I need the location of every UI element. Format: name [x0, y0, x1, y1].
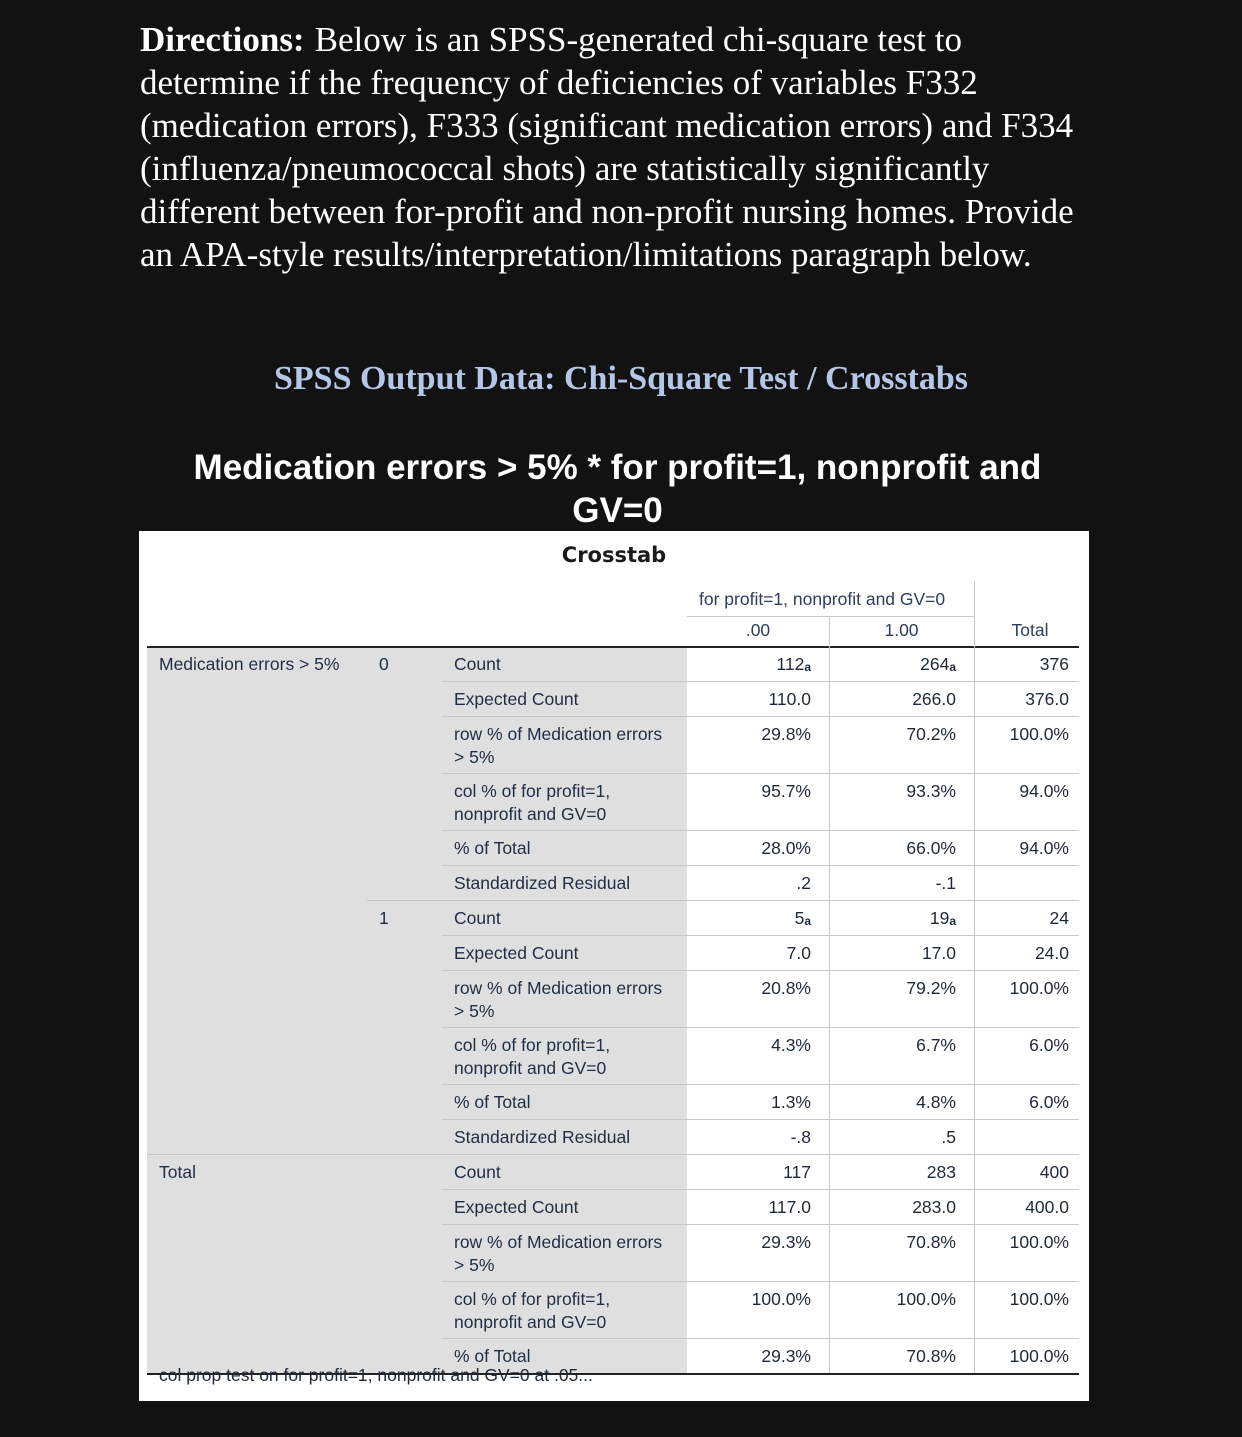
cell-total	[974, 1288, 1069, 1311]
cell-col-00-value: 29.3%	[761, 1232, 811, 1252]
cell-col-00-value: 7.0	[786, 943, 811, 963]
cell-col-00-value: 117.0	[768, 1197, 811, 1217]
row-group-label: 1	[379, 908, 389, 928]
cell-col-100	[829, 977, 956, 1000]
cell-col-100-value: 19	[929, 908, 950, 928]
cell-col-00-value: .2	[796, 873, 811, 893]
cell-col-00	[687, 688, 811, 711]
row-stat-label: Count	[454, 1162, 501, 1182]
cell-col-100-value: 266.0	[912, 689, 956, 709]
row-divider	[367, 900, 1079, 901]
cell-col-100	[829, 723, 956, 746]
cell-total	[974, 977, 1069, 1000]
cell-col-00	[687, 1034, 811, 1057]
cell-col-00-value: 5	[794, 908, 805, 928]
cell-col-00	[687, 1288, 811, 1311]
cell-total	[974, 688, 1069, 711]
cell-col-100-value: 100.0%	[896, 1289, 956, 1309]
cell-col-00	[687, 872, 811, 895]
cell-total	[974, 1034, 1069, 1057]
cell-col-00	[687, 1091, 811, 1114]
cell-total-value: 400.0	[1025, 1197, 1069, 1217]
row-divider	[442, 681, 1079, 682]
cell-col-100	[829, 1231, 956, 1254]
row-stat-label: Count	[454, 654, 501, 674]
cell-col-100-value: 66.0%	[906, 838, 956, 858]
cell-col-100-value: -.1	[935, 873, 956, 893]
cell-col-00-value: 20.8%	[761, 978, 811, 998]
cell-col-00	[687, 1196, 811, 1219]
row-divider	[442, 1027, 1079, 1028]
cell-total-value: 6.0%	[1029, 1035, 1069, 1055]
table-heading: Medication errors > 5% * for profit=1, nonprofit and GV=0	[193, 448, 1042, 530]
row-divider	[442, 1084, 1079, 1085]
cell-col-100-value: 93.3%	[906, 781, 956, 801]
cell-total	[974, 907, 1069, 930]
col-header-100: 1.00	[884, 620, 919, 640]
cell-col-100-value: 70.8%	[906, 1232, 956, 1252]
row-divider	[442, 935, 1079, 936]
row-divider	[147, 1154, 1079, 1155]
cell-total-value: 100.0%	[1009, 1346, 1069, 1366]
cell-col-100-value: 264	[920, 654, 950, 674]
cell-col-00-value: 95.7%	[761, 781, 811, 801]
cell-total-value: 24.0	[1034, 943, 1069, 963]
cell-total-value: 6.0%	[1029, 1092, 1069, 1112]
cell-col-00-value: 28.0%	[761, 838, 811, 858]
row-stat-label: Standardized Residual	[454, 873, 631, 893]
cell-col-100	[829, 1288, 956, 1311]
cell-col-100-subscript: a	[949, 914, 956, 928]
section-subtitle: SPSS Output Data: Chi-Square Test / Crosstabs	[273, 360, 969, 397]
cell-total-value: 100.0%	[1009, 1289, 1069, 1309]
cell-col-100-value: 4.8%	[916, 1092, 956, 1112]
cell-total	[974, 1091, 1069, 1114]
cell-col-100	[829, 1126, 956, 1149]
row-divider	[442, 1119, 1079, 1120]
cell-col-100	[829, 1196, 956, 1219]
crosstab-title: Crosstab	[561, 543, 667, 567]
cell-total	[974, 837, 1069, 860]
row-stat-label: Standardized Residual	[454, 1127, 631, 1147]
cell-col-00-value: 110.0	[768, 689, 811, 709]
row-divider	[442, 830, 1079, 831]
directions-text: Below is an SPSS-generated chi-square test to determine if the frequency of deficiencies of variables F332 (medication errors), F333 (significant medication errors) and F334 (influenza/pneumococcal shots) are statistically significantly different between for-profit and non-profit nursing homes. Provide an APA-style results/interpretation/limitations paragraph below.	[140, 20, 1074, 274]
cell-total-value: 100.0%	[1009, 1232, 1069, 1252]
col-separator	[829, 646, 830, 1373]
row-variable-label: Medication errors > 5%	[159, 654, 340, 674]
row-stat-label: % of Total	[454, 838, 531, 858]
cell-col-00-value: 100.0%	[751, 1289, 811, 1309]
cell-col-100-value: .5	[941, 1127, 956, 1147]
row-stat-label: % of Total	[454, 1092, 531, 1112]
row-divider	[442, 970, 1079, 971]
cell-col-100-subscript: a	[949, 660, 956, 674]
cell-col-100-value: 17.0	[921, 943, 956, 963]
cell-col-00-value: 4.3%	[771, 1035, 811, 1055]
cell-col-100	[829, 907, 956, 932]
cell-total-value: 94.0%	[1019, 781, 1069, 801]
total-group-label: Total	[159, 1162, 196, 1182]
row-group-label: 0	[379, 654, 389, 674]
cell-col-00-value: 29.3%	[761, 1346, 811, 1366]
cell-col-00	[687, 1126, 811, 1149]
cell-col-00-subscript: a	[804, 914, 811, 928]
cell-total	[974, 780, 1069, 803]
header-divider	[687, 616, 974, 617]
row-stat-label: Expected Count	[454, 1197, 579, 1217]
row-divider	[442, 773, 1079, 774]
table-footnote: col prop test on for profit=1, nonprofit and GV=0 at .05...	[159, 1365, 593, 1385]
cell-total	[974, 653, 1069, 676]
directions-lead: Directions:	[140, 20, 305, 59]
cell-col-00	[687, 977, 811, 1000]
directions-paragraph	[140, 18, 1100, 276]
cell-col-100-value: 70.8%	[906, 1346, 956, 1366]
total-separator	[974, 646, 975, 1373]
cell-col-100	[829, 942, 956, 965]
cell-col-100	[829, 1161, 956, 1184]
cell-total-value: 100.0%	[1009, 978, 1069, 998]
cell-col-100	[829, 653, 956, 678]
cell-col-100-value: 6.7%	[916, 1035, 956, 1055]
row-divider	[442, 1189, 1079, 1190]
cell-col-100	[829, 837, 956, 860]
cell-col-00	[687, 1161, 811, 1184]
cell-col-00	[687, 780, 811, 803]
row-stat-label: row % of Medication errors > 5%	[454, 724, 663, 767]
cell-col-100-value: 283.0	[912, 1197, 956, 1217]
cell-total-value: 94.0%	[1019, 838, 1069, 858]
row-stat-label: col % of for profit=1, nonprofit and GV=0	[454, 1035, 611, 1078]
cell-col-00	[687, 942, 811, 965]
row-stat-label: % of Total	[454, 1346, 531, 1366]
cell-total	[974, 942, 1069, 965]
row-stat-label: row % of Medication errors > 5%	[454, 978, 663, 1021]
cell-col-00-value: 1.3%	[771, 1092, 811, 1112]
col-header-total: Total	[1011, 620, 1049, 640]
cell-total	[974, 1161, 1069, 1184]
cell-col-100	[829, 1034, 956, 1057]
row-stat-label: col % of for profit=1, nonprofit and GV=0	[454, 1289, 611, 1332]
cell-total	[974, 723, 1069, 746]
cell-total	[974, 1196, 1069, 1219]
cell-col-00-value: 117	[783, 1162, 811, 1182]
row-divider	[442, 1338, 1079, 1339]
cell-col-100	[829, 688, 956, 711]
cell-col-100	[829, 1091, 956, 1114]
cell-col-100-value: 79.2%	[906, 978, 956, 998]
cell-col-00-value: 29.8%	[761, 724, 811, 744]
col-header-00: .00	[745, 620, 771, 640]
row-stat-label: col % of for profit=1, nonprofit and GV=0	[454, 781, 611, 824]
row-stat-label: Expected Count	[454, 689, 579, 709]
row-divider	[442, 1224, 1079, 1225]
cell-col-00	[687, 723, 811, 746]
cell-col-00-subscript: a	[804, 660, 811, 674]
cell-col-00	[687, 907, 811, 932]
cell-total	[974, 1345, 1069, 1368]
cell-col-00	[687, 653, 811, 678]
cell-total-value: 376	[1039, 654, 1069, 674]
row-stat-label: row % of Medication errors > 5%	[454, 1232, 663, 1275]
table-top-rule	[147, 646, 1079, 648]
cell-col-00-value: -.8	[790, 1127, 811, 1147]
row-divider	[442, 716, 1079, 717]
cell-col-00	[687, 837, 811, 860]
row-divider	[442, 1281, 1079, 1282]
row-stat-label: Count	[454, 908, 501, 928]
cell-col-00-value: 112	[776, 654, 805, 674]
cell-total	[974, 1231, 1069, 1254]
cell-col-100	[829, 872, 956, 895]
cell-total-value: 400	[1039, 1162, 1069, 1182]
cell-col-00	[687, 1345, 811, 1368]
cell-col-00	[687, 1231, 811, 1254]
cell-col-100-value: 283	[926, 1162, 956, 1182]
cell-col-100	[829, 1345, 956, 1368]
row-divider	[442, 865, 1079, 866]
crosstab-panel	[139, 531, 1089, 1401]
row-stat-label: Expected Count	[454, 943, 579, 963]
cell-total-value: 376.0	[1025, 689, 1069, 709]
column-group-header: for profit=1, nonprofit and GV=0	[699, 589, 946, 609]
cell-total-value: 100.0%	[1009, 724, 1069, 744]
cell-col-100	[829, 780, 956, 803]
cell-col-100-value: 70.2%	[906, 724, 956, 744]
cell-total-value: 24	[1049, 908, 1069, 928]
